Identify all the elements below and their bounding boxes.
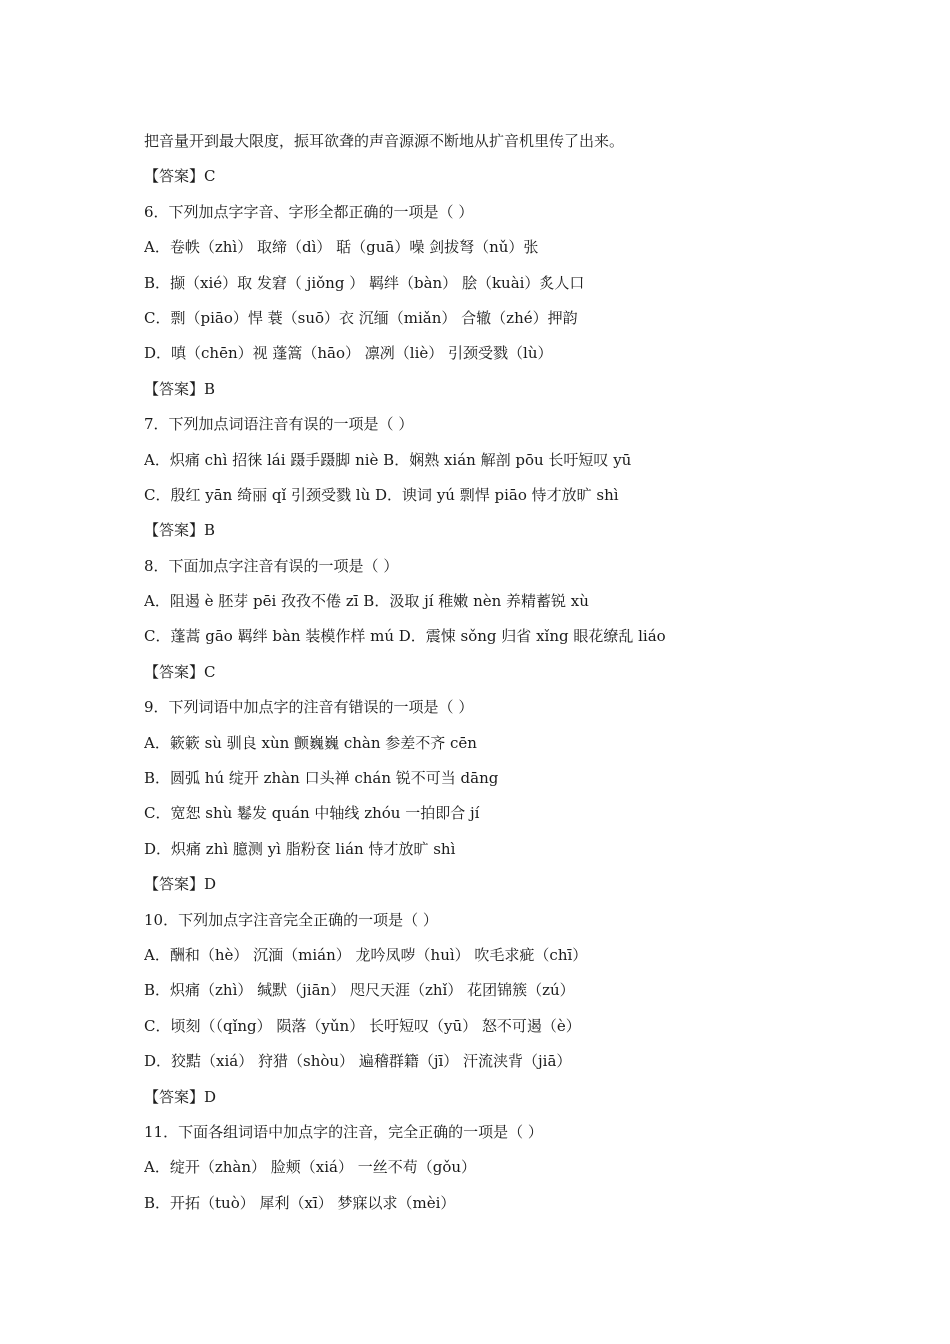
option-line: C．顷刻（（qǐng） 陨落（yǔn） 长吁短叹（yū） 怒不可遏（è） [144,1016,581,1035]
answer-line: 【答案】C [144,662,216,681]
option-line: D．嗔（chēn）视 蓬篙（hāo） 凛冽（liè） 引颈受戮（lù） [144,344,553,363]
option-line: A．簌簌 sù 驯良 xùn 颤巍巍 chàn 参差不齐 cēn [144,733,477,752]
option-line: A．酬和（hè） 沉湎（mián） 龙吟凤哕（huì） 吹毛求疵（chī） [144,945,588,964]
option-line: A．阻遏 è 胚芽 pēi 孜孜不倦 zī B．汲取 jí 稚嫩 nèn 养精蓄锐 xù [144,592,589,611]
option-line: C．剽（piāo）悍 蓑（suō）衣 沉缅（miǎn） 合辙（zhé）押韵 [144,308,578,327]
option-line: B．撷（xié）取 发窘（ jiǒng ） 羁绊（bàn） 脍（kuài）炙人口 [144,273,585,292]
answer-line: 【答案】C [144,167,216,186]
option-line: A．卷帙（zhì） 取缔（dì） 聒（guā）噪 剑拔弩（nǔ）张 [144,238,539,257]
question-line: 7．下列加点词语注音有误的一项是（ ） [144,415,414,434]
option-line: B．炽痛（zhì） 缄默（jiān） 咫尺天涯（zhǐ） 花团锦簇（zú） [144,981,575,1000]
option-line: D．狡黠（xiá） 狩猎（shòu） 遍稽群籍（jī） 汗流浃背（jiā） [144,1052,572,1071]
option-line: D．炽痛 zhì 臆测 yì 脂粉奁 lián 恃才放旷 shì [144,839,456,858]
question-line: 11．下面各组词语中加点字的注音，完全正确的一项是（ ） [144,1122,543,1141]
option-line: B．圆弧 hú 绽开 zhàn 口头禅 chán 锐不可当 dāng [144,769,499,788]
option-line: C．殷红 yān 绮丽 qǐ 引颈受戮 lù D．谀词 yú 剽悍 piāo 恃才放旷 shì [144,485,619,504]
answer-line: 【答案】B [144,379,216,398]
document-body [144,124,824,1221]
option-line: A．绽开（zhàn） 脸颊（xiá） 一丝不苟（gǒu） [144,1158,477,1177]
question-line: 9．下列词语中加点字的注音有错误的一项是（ ） [144,698,474,717]
option-line: A．炽痛 chì 招徕 lái 蹑手蹑脚 niè B．娴熟 xián 解剖 pōu 长吁短叹 yū [144,450,632,469]
text-line: 把音量开到最大限度，振耳欲聋的声音源源不断地从扩音机里传了出来。 [144,132,625,150]
question-line: 8．下面加点字注音有误的一项是（ ） [144,556,399,575]
answer-line: 【答案】D [144,875,217,894]
option-line: C．宽恕 shù 鬈发 quán 中轴线 zhóu 一拍即合 jí [144,804,480,823]
answer-line: 【答案】D [144,1087,217,1106]
option-line: B．开拓（tuò） 犀利（xī） 梦寐以求（mèi） [144,1193,456,1212]
question-line: 6．下列加点字字音、字形全都正确的一项是（ ） [144,202,474,221]
answer-line: 【答案】B [144,521,216,540]
option-line: C．蓬蒿 gāo 羁绊 bàn 装模作样 mú D．震悚 sǒng 归省 xǐng 眼花缭乱 liáo [144,627,666,646]
question-line: 10．下列加点字注音完全正确的一项是（ ） [144,910,438,929]
